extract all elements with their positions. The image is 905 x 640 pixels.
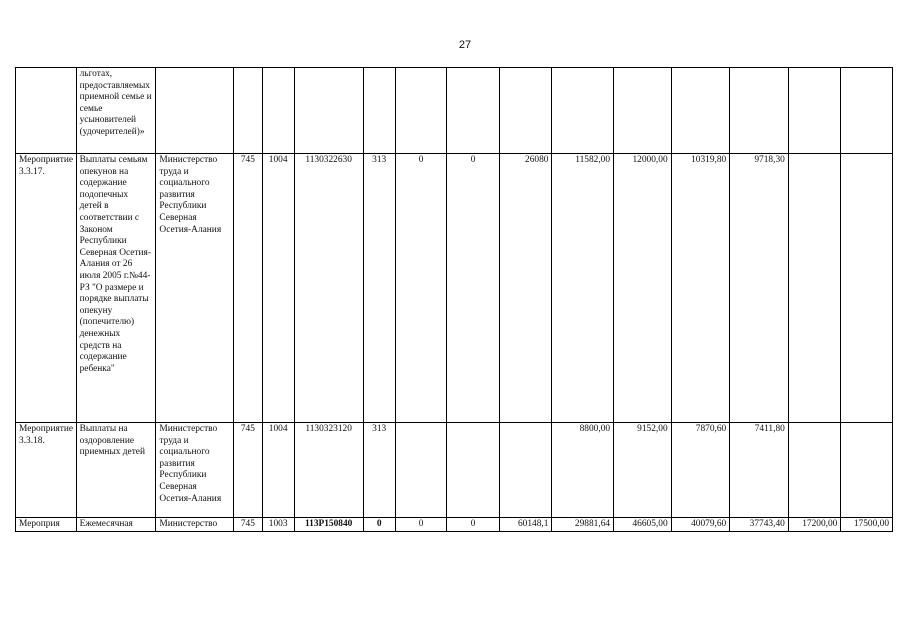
cell-vr: 0 bbox=[363, 518, 395, 532]
cell-y2 bbox=[614, 68, 672, 154]
cell-y3: 40079,60 bbox=[671, 518, 730, 532]
cell-csr: 113P150840 bbox=[294, 518, 363, 532]
cell-vr: 313 bbox=[363, 154, 395, 423]
page-number: 27 bbox=[458, 39, 472, 51]
cell-y3: 10319,80 bbox=[671, 154, 730, 423]
cell-v1: 0 bbox=[447, 518, 500, 532]
cell-y5 bbox=[788, 423, 841, 518]
cell-vr bbox=[363, 68, 395, 154]
cell-rz-pr: 1004 bbox=[262, 423, 294, 518]
cell-v2: 60148,1 bbox=[499, 518, 552, 532]
cell-y3: 7870,60 bbox=[671, 423, 730, 518]
cell-y2: 12000,00 bbox=[614, 154, 672, 423]
cell-y5 bbox=[788, 68, 841, 154]
cell-name: Ежемесячная bbox=[76, 518, 156, 532]
cell-y1: 8800,00 bbox=[552, 423, 614, 518]
cell-y4: 9718,30 bbox=[730, 154, 789, 423]
budget-table bbox=[15, 67, 893, 532]
cell-v2 bbox=[499, 423, 552, 518]
table-row bbox=[16, 154, 893, 423]
cell-grbs: 745 bbox=[234, 423, 262, 518]
cell-y6 bbox=[841, 68, 893, 154]
cell-y3 bbox=[671, 68, 730, 154]
cell-v1: 0 bbox=[447, 154, 500, 423]
cell-y2: 9152,00 bbox=[614, 423, 672, 518]
cell-csr bbox=[294, 68, 363, 154]
cell-rz-pr: 1003 bbox=[262, 518, 294, 532]
cell-y1 bbox=[552, 68, 614, 154]
cell-item bbox=[16, 68, 77, 154]
cell-v0: 0 bbox=[395, 154, 447, 423]
table-row bbox=[16, 423, 893, 518]
cell-executor: Министерство труда и социального развития Республики Северная Осетия-Алания bbox=[156, 154, 234, 423]
cell-name: льготах, предоставляемых приемной семье и семье усыновителей (удочерителей)» bbox=[76, 68, 156, 154]
cell-executor bbox=[156, 68, 234, 154]
cell-y6 bbox=[841, 423, 893, 518]
cell-y4: 7411,80 bbox=[730, 423, 789, 518]
cell-item: Мероприя bbox=[16, 518, 77, 532]
cell-y4: 37743,40 bbox=[730, 518, 789, 532]
cell-v0: 0 bbox=[395, 518, 447, 532]
cell-y1: 29881,64 bbox=[552, 518, 614, 532]
cell-name: Выплаты семьям опекунов на содержание подопечных детей в соответствии с Законом Республики Северная Осетия-Алания от 26 июля 2005 г.№44-РЗ "О размере и порядке выплаты опекуну (попечителю) денежных средств на содержание ребенка" bbox=[76, 154, 156, 423]
cell-v0 bbox=[395, 423, 447, 518]
cell-grbs bbox=[234, 68, 262, 154]
cell-rz-pr bbox=[262, 68, 294, 154]
cell-y1: 11582,00 bbox=[552, 154, 614, 423]
cell-csr: 1130323120 bbox=[294, 423, 363, 518]
cell-name: Выплаты на оздоровление приемных детей bbox=[76, 423, 156, 518]
cell-y6: 17500,00 bbox=[841, 518, 893, 532]
cell-executor: Министерство труда и социального развития Республики Северная Осетия-Алания bbox=[156, 423, 234, 518]
cell-y4 bbox=[730, 68, 789, 154]
cell-item: Мероприятие 3.3.18. bbox=[16, 423, 77, 518]
cell-v1 bbox=[447, 68, 500, 154]
cell-item: Мероприятие 3.3.17. bbox=[16, 154, 77, 423]
cell-v0 bbox=[395, 68, 447, 154]
cell-y5 bbox=[788, 154, 841, 423]
table-row bbox=[16, 68, 893, 154]
cell-executor: Министерство bbox=[156, 518, 234, 532]
cell-y5: 17200,00 bbox=[788, 518, 841, 532]
cell-v2 bbox=[499, 68, 552, 154]
cell-vr: 313 bbox=[363, 423, 395, 518]
cell-v2: 26080 bbox=[499, 154, 552, 423]
cell-v1 bbox=[447, 423, 500, 518]
cell-grbs: 745 bbox=[234, 518, 262, 532]
cell-csr: 1130322630 bbox=[294, 154, 363, 423]
cell-y6 bbox=[841, 154, 893, 423]
table-row bbox=[16, 518, 893, 532]
cell-rz-pr: 1004 bbox=[262, 154, 294, 423]
cell-y2: 46605,00 bbox=[614, 518, 672, 532]
cell-grbs: 745 bbox=[234, 154, 262, 423]
